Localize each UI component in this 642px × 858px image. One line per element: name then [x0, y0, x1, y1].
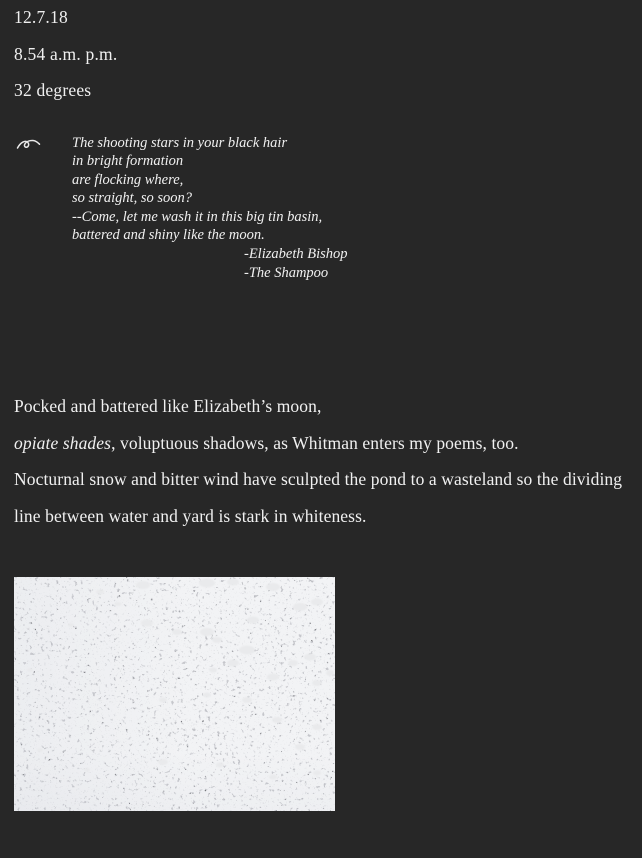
entry-temperature: 32 degrees [14, 80, 92, 100]
photo-container [14, 577, 628, 811]
poem-body [72, 134, 628, 246]
poem-line: are flocking where, [72, 171, 184, 188]
entry-date: 12.7.18 [14, 7, 68, 27]
fleuron-swash-icon [16, 136, 42, 152]
prose-line-rest: , voluptuous shadows, as Whitman enters my poems, too. [111, 432, 519, 453]
entry-time: 8.54 a.m. p.m. [14, 43, 118, 64]
poem-quote [14, 134, 628, 283]
prose-italic-phrase: opiate shades [14, 432, 112, 453]
poem-attribution-title: -The Shampoo [244, 264, 329, 281]
poem-line: --Come, let me wash it in this big tin basin, [72, 208, 323, 225]
prose-line: Nocturnal snow and bitter wind have sculpted the pond to a wasteland so the dividing line between water and yard is stark in whiteness. [14, 469, 623, 527]
snow-gravel-photo [14, 577, 335, 811]
prose-line [14, 425, 628, 462]
poem-attribution-author: -Elizabeth Bishop [244, 246, 348, 263]
prose-line: Pocked and battered like Elizabeth’s moon, [14, 396, 322, 417]
entry-header [14, 9, 628, 100]
poem-line: in bright formation [72, 153, 184, 170]
poem-line: battered and shiny like the moon. [72, 227, 265, 244]
poem-line: The shooting stars in your black hair [72, 134, 288, 151]
poem-line: so straight, so soon? [72, 190, 193, 207]
entry-prose [14, 388, 628, 534]
poem-attribution [244, 245, 628, 282]
